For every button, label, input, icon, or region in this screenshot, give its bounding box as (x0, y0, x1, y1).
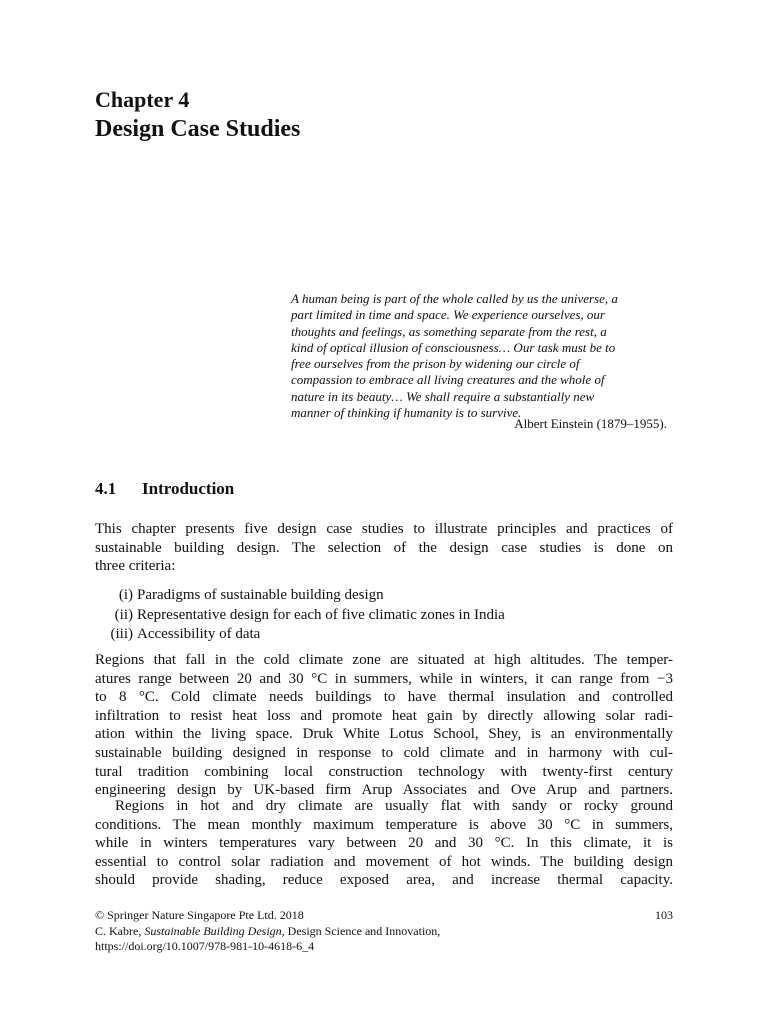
list-text: Representative design for each of five climatic zones in India (137, 606, 505, 623)
epigraph-line: part limited in time and space. We experience ourselves, our (291, 307, 605, 323)
paragraph-line: three criteria: (95, 558, 176, 575)
epigraph-line: manner of thinking if humanity is to survive. (291, 405, 522, 421)
paragraph-line: conditions. The mean monthly maximum temperature is above 30 °C in summers, (95, 816, 673, 833)
epigraph-line: A human being is part of the whole called by us the universe, a (291, 291, 618, 306)
chapter-title: Design Case Studies (95, 116, 301, 142)
paragraph-line: engineering design by UK-based firm Arup Associates and Ove Arup and partners. (95, 782, 673, 799)
paragraph-line: tural tradition combining local construction technology with twenty-first century (95, 763, 673, 780)
section-heading (95, 478, 234, 500)
citation-author: C. Kabre, (95, 923, 145, 938)
paragraph-line: should provide shading, reduce exposed area, and increase thermal capacity. (95, 872, 673, 889)
paragraph-line: This chapter presents five design case studies to illustrate principles and practices of (95, 521, 673, 537)
epigraph-line: compassion to embrace all living creatures and the whole of (291, 372, 605, 388)
page-number: 103 (655, 908, 673, 922)
list-item (95, 625, 673, 645)
paragraph-line: sustainable building designed in response to cold climate and in harmony with cul- (95, 744, 673, 761)
section-title: Introduction (142, 479, 235, 498)
list-marker: (i) (118, 587, 133, 603)
epigraph-line: kind of optical illusion of consciousness… Our task must be to (291, 339, 616, 355)
criteria-list (95, 586, 673, 645)
doi-link[interactable]: https://doi.org/10.1007/978-981-10-4618-6_4 (95, 939, 315, 953)
paragraph-line: Regions that fall in the cold climate zone are situated at high altitudes. The temper- (95, 652, 673, 668)
section-number: 4.1 (95, 479, 117, 498)
paragraph-line: while in winters temperatures vary between 20 and 30 °C. In this climate, it is (95, 835, 673, 852)
citation-line (95, 924, 673, 940)
citation-series: , Design Science and Innovation, (281, 923, 441, 938)
epigraph-line: thoughts and feelings, as something separate from the rest, a (291, 323, 607, 339)
page-footer (95, 908, 673, 955)
list-item (95, 586, 673, 606)
epigraph-attribution: Albert Einstein (1879–1955). (514, 416, 667, 431)
cold-climate-paragraph (95, 651, 673, 800)
paragraph-line: ation within the living space. Druk White Lotus School, Shey, is an environmentally (95, 726, 673, 743)
paragraph-line: infiltration to resist heat loss and promote heat gain by directly allowing solar radi- (95, 707, 673, 724)
copyright-line: © Springer Nature Singapore Pte Ltd. 2018 (95, 908, 304, 922)
paragraph-line: atures range between 20 and 30 °C in summers, while in winters, it can range from −3 (95, 670, 673, 687)
list-text: Paradigms of sustainable building design (137, 587, 384, 603)
list-marker: (iii) (110, 626, 133, 642)
epigraph-line: nature in its beauty… We shall require a substantially new (291, 388, 595, 404)
list-item (95, 606, 673, 626)
paragraph-line: sustainable building design. The selection of the design case studies is done on (95, 539, 673, 556)
paragraph-line: to 8 °C. Cold climate needs buildings to have thermal insulation and controlled (95, 689, 673, 706)
chapter-label: Chapter 4 (95, 87, 190, 112)
paragraph-line: Regions in hot and dry climate are usually flat with sandy or rocky ground (115, 798, 673, 814)
hot-dry-climate-paragraph (95, 797, 673, 890)
intro-paragraph (95, 520, 673, 576)
epigraph-line: free ourselves from the prison by widening our circle of (291, 356, 580, 372)
list-text: Accessibility of data (137, 626, 261, 642)
paragraph-line: essential to control solar radiation and movement of hot winds. The building design (95, 853, 673, 870)
list-marker: (ii) (114, 606, 133, 623)
citation-book-title: Sustainable Building Design (144, 923, 282, 938)
epigraph-quote (291, 291, 673, 421)
